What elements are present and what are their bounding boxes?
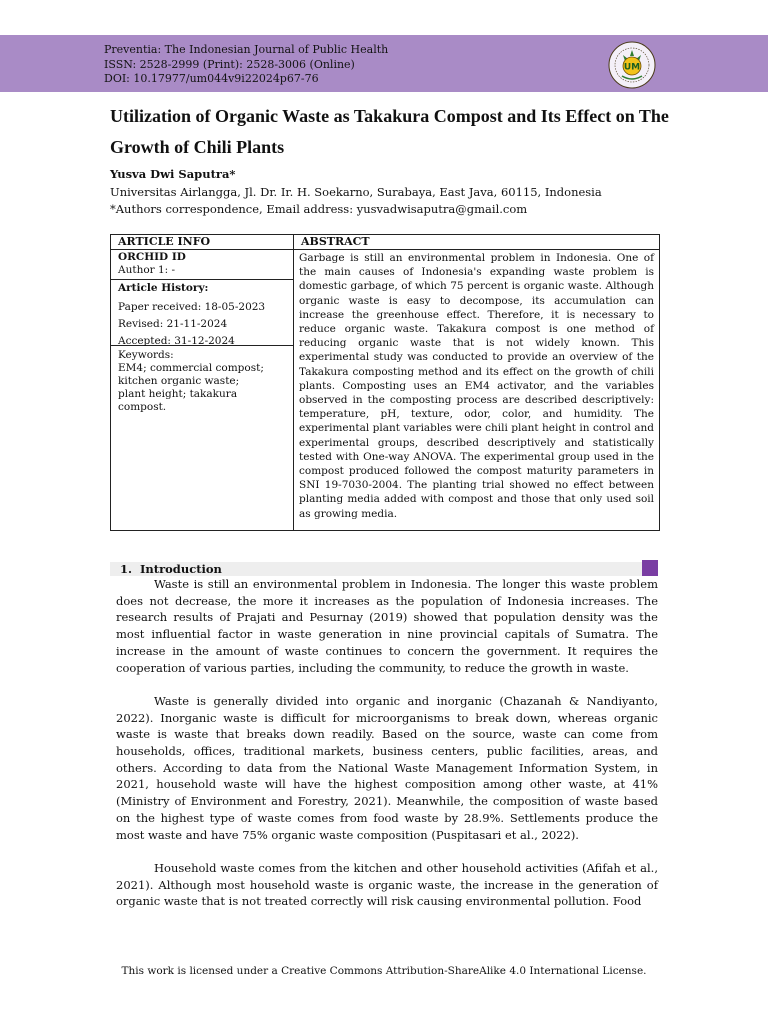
university-logo (608, 41, 656, 89)
author-correspondence: *Authors correspondence, Email address: yusvadwisaputra@gmail.com (110, 202, 528, 216)
author-affiliation-block (110, 184, 602, 218)
journal-header-text (104, 43, 388, 87)
introduction-heading: 1. Introduction (120, 562, 222, 576)
keyword-line: EM4; commercial compost; (118, 362, 264, 374)
journal-name: Preventia: The Indonesian Journal of Public Health (104, 43, 389, 56)
paragraph: Household waste comes from the kitchen and other household activities (Afifah et al., 2021). Although most household waste is organic waste, the increase in the generation of organic waste that is not treated correctly will risk causing environmental pollution. Food (116, 860, 658, 909)
keywords-label: Keywords: (118, 349, 174, 361)
section-accent-square (642, 560, 658, 576)
orchid-cell (111, 250, 293, 280)
article-history-cell (111, 280, 293, 346)
logo-text: UM (623, 62, 641, 73)
paragraph: Waste is generally divided into organic and inorganic (Chazanah & Nandiyanto, 2022). Inorganic waste is difficult for microorganisms to break down, whereas organic waste is waste that breaks down readily. Based on the source, waste can come from households, offices, traditional markets, business centers, public facilities, areas, and others. According to data from the National Waste Management Information System, in 2021, household waste will have the highest composition among other waste, at 41% (Ministry of Environment and Forestry, 2021). Meanwhile, the composition of waste based on the highest type of waste comes from food waste by 28.9%. Settlements produce the most waste and have 75% organic waste composition (Puspitasari et al., 2022). (116, 693, 658, 842)
journal-issn: ISSN: 2528-2999 (Print): 2528-3006 (Online) (104, 57, 355, 71)
history-label: Article History: (118, 282, 209, 294)
abstract-text: Garbage is still an environmental problem in Indonesia. One of the main causes of Indonesia's expanding waste problem is domestic garbage, of which 75 percent is organic waste. Although organic waste is easy to decompose, its accumulation can increase the greenhouse effect. Therefore, it is necessary to reduce organic waste. Takakura compost is one method of reducing organic waste that is not widely known. This experimental study was conducted to provide an overview of the Takakura composting method and its effect on the growth of chili plants. Composting uses an EM4 activator, and the variables observed in the composting process are described descriptively: temperature, pH, texture, odor, color, and humidity. The experimental plant variables were chili plant height in control and experimental groups, described descriptively and statistically tested with One-way ANOVA. The experimental group used in the compost produced followed the compost maturity parameters in SNI 19-7030-2004. The planting trial showed no effect between planting media added with compost and those that only used soil as growing media. (299, 252, 654, 520)
keyword-line: compost. (118, 401, 167, 413)
article-author: Yusva Dwi Saputra* (110, 167, 236, 181)
article-info-column (111, 235, 294, 530)
date-accepted: Accepted: 31-12-2024 (118, 334, 235, 347)
orchid-value: Author 1: - (118, 264, 176, 276)
abstract-column (294, 235, 659, 530)
date-received: Paper received: 18-05-2023 (118, 300, 266, 313)
license-footer: This work is licensed under a Creative Commons Attribution-ShareAlike 4.0 International License. (121, 965, 647, 977)
keyword-line: kitchen organic waste; (118, 375, 240, 387)
article-info-table (110, 234, 660, 531)
journal-doi[interactable]: DOI: 10.17977/um044v9i22024p67-76 (104, 72, 319, 85)
paragraph: Waste is still an environmental problem in Indonesia. The longer this waste problem does not decrease, the more it increases as the population of Indonesia increases. The research results of Prajati and Pesurnay (2019) showed that population density was the most influential factor in waste generation in nine provincial capitals of Sumatra. The increase in the amount of waste continues to concern the government. It requires the cooperation of various parties, including the community, to reduce the growth in waste. (116, 577, 658, 675)
article-info-heading: ARTICLE INFO (111, 235, 293, 250)
keywords-cell (111, 346, 293, 414)
keyword-line: plant height; takakura (118, 388, 238, 400)
article-title: Utilization of Organic Waste as Takakura Compost and Its Effect on The Growth of Chili Plants (110, 106, 669, 157)
orchid-label: ORCHID ID (118, 251, 186, 263)
introduction-body (116, 576, 658, 927)
date-revised: Revised: 21-11-2024 (118, 317, 228, 330)
author-affiliation: Universitas Airlangga, Jl. Dr. Ir. H. Soekarno, Surabaya, East Java, 60115, Indonesia (110, 185, 602, 199)
abstract-heading: ABSTRACT (294, 235, 659, 250)
